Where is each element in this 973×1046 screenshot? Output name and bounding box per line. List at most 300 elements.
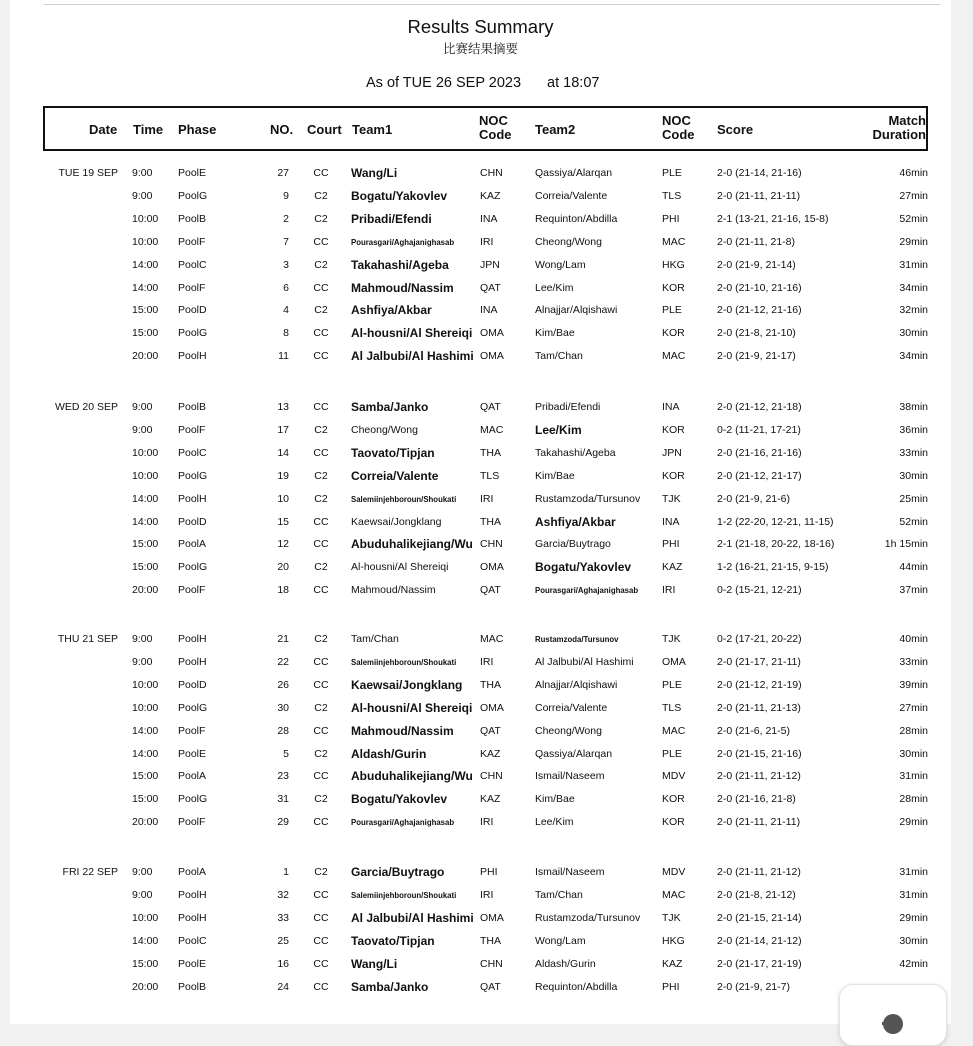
cell-team2: Ismail/Naseem bbox=[535, 866, 605, 878]
cell-noc2: OMA bbox=[662, 655, 686, 668]
cell-match-no: 4 bbox=[283, 304, 289, 317]
cell-court: CC bbox=[313, 281, 329, 294]
cell-court: CC bbox=[313, 584, 329, 597]
cell-noc2: PLE bbox=[662, 167, 682, 179]
cell-phase: PoolB bbox=[178, 980, 207, 993]
header-date: Date bbox=[89, 122, 118, 137]
cell-phase: PoolH bbox=[178, 350, 207, 363]
cell-time: 9:00 bbox=[132, 655, 153, 668]
cell-team2: Pribadi/Efendi bbox=[535, 401, 601, 413]
cell-noc1: OMA bbox=[480, 911, 504, 924]
cell-noc2: PHI bbox=[662, 212, 680, 225]
table-row bbox=[10, 674, 951, 697]
cell-court: CC bbox=[313, 446, 329, 459]
cell-team2: Wong/Lam bbox=[535, 258, 586, 271]
cell-court: C2 bbox=[314, 793, 328, 806]
table-row bbox=[10, 162, 951, 185]
header-phase: Phase bbox=[178, 122, 217, 137]
cell-court: CC bbox=[313, 655, 329, 668]
cell-court: C2 bbox=[314, 258, 328, 271]
cell-team1: Samba/Janko bbox=[351, 979, 429, 994]
cell-team1: Wang/Li bbox=[351, 956, 398, 971]
cell-team2: Lee/Kim bbox=[535, 281, 574, 294]
cell-duration: 34min bbox=[899, 350, 928, 363]
cell-score: 2-0 (21-16, 21-16) bbox=[717, 446, 802, 459]
cell-phase: PoolF bbox=[178, 235, 206, 248]
table-row bbox=[10, 579, 951, 602]
cell-noc1: IRI bbox=[480, 235, 494, 248]
cell-court: CC bbox=[313, 816, 329, 829]
cell-phase: PoolG bbox=[178, 793, 208, 806]
cell-court: CC bbox=[313, 235, 329, 248]
cell-team2: Tam/Chan bbox=[535, 350, 583, 363]
cell-noc1: OMA bbox=[480, 350, 504, 363]
cell-duration: 27min bbox=[899, 701, 928, 714]
cell-match-no: 2 bbox=[283, 212, 289, 225]
cell-phase: PoolG bbox=[178, 327, 208, 340]
cell-noc1: QAT bbox=[480, 401, 501, 413]
cell-duration: 46min bbox=[899, 167, 928, 179]
cell-team1: Pourasgari/Aghajanighasab bbox=[351, 237, 455, 247]
cell-time: 9:00 bbox=[132, 189, 153, 202]
cell-score: 2-0 (21-10, 21-16) bbox=[717, 281, 802, 294]
cell-team1: Al-housni/Al Shereiqi bbox=[351, 700, 473, 715]
header-noc2: NOC Code bbox=[662, 113, 695, 142]
cell-noc1: THA bbox=[480, 446, 501, 459]
table-row bbox=[10, 185, 951, 208]
cell-court: C2 bbox=[314, 304, 328, 317]
cell-time: 10:00 bbox=[132, 212, 159, 225]
cell-noc1: IRI bbox=[480, 816, 494, 829]
cell-duration: 31min bbox=[899, 770, 928, 783]
cell-match-no: 14 bbox=[277, 446, 289, 459]
cell-noc2: INA bbox=[662, 515, 680, 528]
cell-match-no: 25 bbox=[277, 934, 289, 947]
cell-time: 14:00 bbox=[132, 747, 159, 760]
cell-duration: 30min bbox=[899, 327, 928, 340]
cell-score: 2-0 (21-14, 21-12) bbox=[717, 934, 802, 947]
cell-score: 2-0 (21-15, 21-16) bbox=[717, 747, 802, 760]
cell-noc1: CHN bbox=[480, 957, 503, 970]
cell-duration: 27min bbox=[899, 189, 928, 202]
cell-match-no: 8 bbox=[283, 327, 289, 340]
cell-duration: 1h 15min bbox=[884, 538, 928, 551]
cell-match-no: 33 bbox=[277, 911, 289, 924]
cell-duration: 31min bbox=[899, 866, 928, 878]
cell-time: 14:00 bbox=[132, 724, 159, 737]
cell-court: C2 bbox=[314, 561, 328, 574]
cell-match-no: 9 bbox=[283, 189, 289, 202]
cell-score: 2-0 (21-12, 21-18) bbox=[717, 401, 802, 413]
table-row bbox=[10, 884, 951, 907]
cell-phase: PoolB bbox=[178, 212, 207, 225]
cell-phase: PoolG bbox=[178, 189, 208, 202]
cell-time: 10:00 bbox=[132, 911, 159, 924]
cell-phase: PoolH bbox=[178, 633, 207, 645]
cell-match-no: 16 bbox=[277, 957, 289, 970]
page-title: Results Summary bbox=[407, 16, 554, 37]
cell-phase: PoolE bbox=[178, 957, 207, 970]
cell-court: CC bbox=[313, 934, 329, 947]
cell-duration: 29min bbox=[899, 911, 928, 924]
cell-duration: 30min bbox=[899, 934, 928, 947]
cell-noc2: PLE bbox=[662, 304, 682, 317]
cell-noc1: MAC bbox=[480, 633, 504, 645]
cell-noc1: IRI bbox=[480, 655, 494, 668]
cell-date: WED 20 SEP bbox=[54, 401, 118, 413]
cell-noc1: QAT bbox=[480, 980, 501, 993]
cell-match-no: 1 bbox=[283, 866, 289, 878]
cell-duration: 42min bbox=[899, 957, 928, 970]
cell-team2: Alnajjar/Alqishawi bbox=[535, 304, 618, 317]
cell-noc2: TJK bbox=[662, 911, 681, 924]
cell-noc1: KAZ bbox=[480, 793, 501, 806]
cell-team1: Garcia/Buytrago bbox=[351, 865, 445, 879]
as-of-date: As of TUE 26 SEP 2023 bbox=[366, 75, 522, 91]
cell-noc1: JPN bbox=[480, 258, 500, 271]
cell-noc1: THA bbox=[480, 515, 501, 528]
cell-team2: Ashfiya/Akbar bbox=[535, 514, 616, 529]
cell-time: 14:00 bbox=[132, 281, 159, 294]
cell-noc2: KOR bbox=[662, 816, 685, 829]
cell-team1: Salemiinjehboroun/Shoukati bbox=[351, 657, 457, 667]
cell-phase: PoolA bbox=[178, 866, 207, 878]
cell-team2: Qassiya/Alarqan bbox=[535, 167, 613, 179]
cell-court: CC bbox=[313, 770, 329, 783]
cell-match-no: 6 bbox=[283, 281, 289, 294]
cell-noc1: TLS bbox=[480, 469, 500, 482]
table-row bbox=[10, 651, 951, 674]
cell-noc2: PLE bbox=[662, 678, 682, 691]
cell-team1: Mahmoud/Nassim bbox=[351, 723, 454, 738]
cell-phase: PoolH bbox=[178, 888, 207, 901]
cell-noc1: THA bbox=[480, 934, 501, 947]
table-row bbox=[10, 811, 951, 834]
cell-team1: Wang/Li bbox=[351, 166, 398, 180]
cell-time: 15:00 bbox=[132, 304, 159, 317]
cell-phase: PoolE bbox=[178, 747, 207, 760]
cell-score: 2-1 (21-18, 20-22, 18-16) bbox=[717, 538, 835, 551]
cell-team1: Salemiinjehboroun/Shoukati bbox=[351, 494, 457, 504]
cell-duration: 30min bbox=[899, 469, 928, 482]
cell-match-no: 32 bbox=[277, 888, 289, 901]
table-row bbox=[10, 556, 951, 579]
table-row bbox=[10, 907, 951, 930]
cell-duration: 37min bbox=[899, 584, 928, 597]
cell-score: 2-0 (21-9, 21-14) bbox=[717, 258, 796, 271]
table-row bbox=[10, 488, 951, 511]
cell-time: 14:00 bbox=[132, 934, 159, 947]
cell-team1: Kaewsai/Jongklang bbox=[351, 515, 442, 528]
cell-noc2: TJK bbox=[662, 492, 681, 505]
cell-noc1: CHN bbox=[480, 538, 503, 551]
cell-team1: Mahmoud/Nassim bbox=[351, 280, 454, 295]
cell-team1: Abuduhalikejiang/Wu bbox=[351, 769, 473, 784]
cell-noc1: MAC bbox=[480, 423, 504, 436]
table-row bbox=[10, 930, 951, 953]
cell-time: 9:00 bbox=[132, 866, 153, 878]
cell-duration: 32min bbox=[899, 304, 928, 317]
cell-score: 2-0 (21-8, 21-12) bbox=[717, 888, 796, 901]
cell-court: CC bbox=[313, 911, 329, 924]
cell-match-no: 11 bbox=[278, 350, 289, 363]
cell-duration: 52min bbox=[899, 212, 928, 225]
cell-noc2: MAC bbox=[662, 235, 686, 248]
cell-match-no: 28 bbox=[277, 724, 289, 737]
cell-date: FRI 22 SEP bbox=[62, 866, 118, 878]
cell-court: C2 bbox=[314, 423, 328, 436]
header-court: Court bbox=[307, 122, 342, 137]
cell-match-no: 21 bbox=[277, 633, 289, 645]
cell-court: CC bbox=[313, 538, 329, 551]
cell-team2: Rustamzoda/Tursunov bbox=[535, 492, 641, 505]
cell-match-no: 15 bbox=[277, 515, 289, 528]
cell-team1: Mahmoud/Nassim bbox=[351, 584, 436, 597]
cell-phase: PoolA bbox=[178, 538, 207, 551]
cell-court: CC bbox=[313, 678, 329, 691]
cell-match-no: 31 bbox=[277, 793, 289, 806]
cell-score: 2-0 (21-9, 21-7) bbox=[717, 980, 790, 993]
cell-court: CC bbox=[313, 980, 329, 993]
cell-match-no: 19 bbox=[277, 469, 289, 482]
cell-team2: Takahashi/Ageba bbox=[535, 446, 616, 459]
cell-court: C2 bbox=[314, 212, 328, 225]
cell-match-no: 17 bbox=[277, 423, 289, 436]
table-row bbox=[10, 743, 951, 766]
cell-team1: Tam/Chan bbox=[351, 633, 399, 645]
cell-duration: 33min bbox=[899, 446, 928, 459]
cell-time: 20:00 bbox=[132, 350, 159, 363]
cell-team1: Ashfiya/Akbar bbox=[351, 303, 432, 318]
cell-court: C2 bbox=[314, 492, 328, 505]
table-row bbox=[10, 208, 951, 231]
cell-court: CC bbox=[313, 327, 329, 340]
cell-duration: 31min bbox=[899, 888, 928, 901]
cell-match-no: 12 bbox=[277, 538, 289, 551]
table-row bbox=[10, 442, 951, 465]
cell-noc1: THA bbox=[480, 678, 501, 691]
cell-time: 10:00 bbox=[132, 701, 159, 714]
cell-team2: Aldash/Gurin bbox=[535, 957, 596, 970]
cell-score: 2-0 (21-9, 21-17) bbox=[717, 350, 796, 363]
cell-time: 15:00 bbox=[132, 770, 159, 783]
cell-phase: PoolF bbox=[178, 423, 206, 436]
table-row bbox=[10, 299, 951, 322]
cell-phase: PoolB bbox=[178, 401, 207, 413]
cell-match-no: 3 bbox=[283, 258, 289, 271]
cell-noc2: TLS bbox=[662, 189, 682, 202]
cell-phase: PoolD bbox=[178, 304, 207, 317]
cell-noc2: KOR bbox=[662, 469, 685, 482]
cell-phase: PoolG bbox=[178, 469, 208, 482]
cell-team2: Ismail/Naseem bbox=[535, 770, 605, 783]
table-row bbox=[10, 976, 951, 999]
cell-noc1: CHN bbox=[480, 167, 503, 179]
cell-time: 15:00 bbox=[132, 327, 159, 340]
table-header bbox=[43, 106, 928, 151]
cell-noc2: KOR bbox=[662, 327, 685, 340]
cell-team1: Samba/Janko bbox=[351, 400, 429, 414]
cell-match-no: 18 bbox=[277, 584, 289, 597]
cell-score: 2-0 (21-8, 21-10) bbox=[717, 327, 796, 340]
cell-duration: 44min bbox=[899, 561, 928, 574]
cell-noc2: HKG bbox=[662, 258, 685, 271]
cell-match-no: 20 bbox=[277, 561, 289, 574]
cell-court: C2 bbox=[314, 747, 328, 760]
cell-team1: Pourasgari/Aghajanighasab bbox=[351, 818, 455, 828]
cell-time: 20:00 bbox=[132, 584, 159, 597]
cell-time: 15:00 bbox=[132, 957, 159, 970]
cell-time: 15:00 bbox=[132, 538, 159, 551]
cell-score: 2-0 (21-12, 21-16) bbox=[717, 304, 802, 317]
table-row bbox=[10, 419, 951, 442]
table-row bbox=[10, 533, 951, 556]
cell-date: TUE 19 SEP bbox=[58, 167, 118, 179]
cell-team2: Al Jalbubi/Al Hashimi bbox=[535, 655, 634, 668]
cell-score: 2-0 (21-6, 21-5) bbox=[717, 724, 790, 737]
header-noc1: NOC Code bbox=[479, 113, 512, 142]
cell-date: THU 21 SEP bbox=[57, 633, 118, 645]
cell-court: CC bbox=[313, 401, 329, 413]
cell-team2: Kim/Bae bbox=[535, 469, 575, 482]
cell-score: 0-2 (15-21, 12-21) bbox=[717, 584, 802, 597]
cell-court: CC bbox=[313, 724, 329, 737]
cell-time: 9:00 bbox=[132, 888, 153, 901]
cell-match-no: 27 bbox=[277, 167, 289, 179]
cell-team2: Lee/Kim bbox=[535, 422, 582, 437]
cell-team1: Al Jalbubi/Al Hashimi bbox=[351, 910, 474, 925]
cell-match-no: 5 bbox=[283, 747, 289, 760]
cell-noc2: PHI bbox=[662, 538, 680, 551]
cell-noc1: OMA bbox=[480, 561, 504, 574]
cell-noc2: KAZ bbox=[662, 957, 683, 970]
cell-team1: Aldash/Gurin bbox=[351, 746, 427, 761]
cell-duration: 25min bbox=[899, 492, 928, 505]
header-score: Score bbox=[717, 122, 754, 137]
cell-team1: Taovato/Tipjan bbox=[351, 445, 435, 460]
cell-noc1: KAZ bbox=[480, 747, 501, 760]
cell-time: 14:00 bbox=[132, 515, 159, 528]
cell-score: 2-1 (13-21, 21-16, 15-8) bbox=[717, 212, 829, 225]
cell-match-no: 23 bbox=[277, 770, 289, 783]
as-of-line bbox=[366, 75, 599, 91]
cell-noc1: QAT bbox=[480, 281, 501, 294]
cell-noc2: PHI bbox=[662, 980, 680, 993]
cell-time: 14:00 bbox=[132, 258, 159, 271]
cell-noc2: IRI bbox=[662, 584, 676, 597]
top-rule bbox=[44, 4, 940, 5]
cell-team2: Kim/Bae bbox=[535, 793, 575, 806]
cell-court: CC bbox=[313, 888, 329, 901]
cell-noc1: INA bbox=[480, 304, 498, 317]
cell-time: 9:00 bbox=[132, 633, 153, 645]
cell-duration: 28min bbox=[899, 793, 928, 806]
cell-noc2: MDV bbox=[662, 770, 686, 783]
cell-team2: Kim/Bae bbox=[535, 327, 575, 340]
cell-team1: Al-housni/Al Shereiqi bbox=[351, 561, 449, 574]
header-team2: Team2 bbox=[535, 122, 576, 137]
cell-court: CC bbox=[313, 515, 329, 528]
cell-noc2: MDV bbox=[662, 866, 686, 878]
cell-match-no: 30 bbox=[277, 701, 289, 714]
cell-team1: Taovato/Tipjan bbox=[351, 933, 435, 948]
cell-duration: 39min bbox=[899, 678, 928, 691]
cell-court: CC bbox=[313, 167, 329, 179]
cell-team2: Requinton/Abdilla bbox=[535, 980, 618, 993]
cell-noc2: KOR bbox=[662, 793, 685, 806]
cell-score: 2-0 (21-17, 21-19) bbox=[717, 957, 802, 970]
cell-phase: PoolF bbox=[178, 584, 206, 597]
cell-noc1: KAZ bbox=[480, 189, 501, 202]
cell-score: 2-0 (21-11, 21-11) bbox=[717, 189, 801, 202]
cell-time: 20:00 bbox=[132, 980, 159, 993]
cell-time: 10:00 bbox=[132, 469, 159, 482]
cell-phase: PoolD bbox=[178, 515, 207, 528]
cell-time: 10:00 bbox=[132, 446, 159, 459]
table-row bbox=[10, 628, 951, 651]
cell-time: 14:00 bbox=[132, 492, 159, 505]
cell-team2: Rustamzoda/Tursunov bbox=[535, 635, 619, 644]
header-duration: Match Duration bbox=[872, 113, 926, 142]
table-row bbox=[10, 322, 951, 345]
cell-duration: 38min bbox=[899, 401, 928, 413]
cell-team1: Bogatu/Yakovlev bbox=[351, 792, 448, 807]
cell-team2: Tam/Chan bbox=[535, 888, 583, 901]
cell-score: 2-0 (21-11, 21-12) bbox=[717, 770, 801, 783]
cell-team1: Bogatu/Yakovlev bbox=[351, 188, 448, 203]
cell-score: 2-0 (21-12, 21-19) bbox=[717, 678, 802, 691]
cell-phase: PoolF bbox=[178, 281, 206, 294]
cell-team1: Abuduhalikejiang/Wu bbox=[351, 537, 473, 552]
cell-team2: Alnajjar/Alqishawi bbox=[535, 678, 618, 691]
cell-phase: PoolD bbox=[178, 678, 207, 691]
table-row bbox=[10, 765, 951, 788]
table-row bbox=[10, 697, 951, 720]
table-row bbox=[10, 465, 951, 488]
results-document bbox=[10, 0, 951, 1024]
cell-team1: Correia/Valente bbox=[351, 468, 439, 483]
cell-court: CC bbox=[313, 350, 329, 363]
table-row bbox=[10, 277, 951, 300]
cell-team2: Rustamzoda/Tursunov bbox=[535, 911, 641, 924]
cell-noc1: OMA bbox=[480, 327, 504, 340]
cell-noc2: TLS bbox=[662, 701, 682, 714]
cell-phase: PoolG bbox=[178, 561, 208, 574]
cell-team2: Cheong/Wong bbox=[535, 724, 602, 737]
cell-time: 9:00 bbox=[132, 423, 153, 436]
cell-noc2: TJK bbox=[662, 633, 681, 645]
cell-noc2: MAC bbox=[662, 350, 686, 363]
cell-score: 2-0 (21-11, 21-13) bbox=[717, 701, 801, 714]
table-row bbox=[10, 720, 951, 743]
page-subtitle: 比赛结果摘要 bbox=[442, 41, 518, 56]
cell-duration: 31min bbox=[899, 258, 928, 271]
cell-noc1: OMA bbox=[480, 701, 504, 714]
cell-time: 15:00 bbox=[132, 793, 159, 806]
cell-duration: 34min bbox=[899, 281, 928, 294]
cell-duration: 29min bbox=[899, 816, 928, 829]
cell-team1: Salemiinjehboroun/Shoukati bbox=[351, 890, 457, 900]
cell-team2: Correia/Valente bbox=[535, 189, 608, 202]
floating-action-button[interactable] bbox=[839, 984, 947, 1046]
cell-noc2: PLE bbox=[662, 747, 682, 760]
cell-team2: Correia/Valente bbox=[535, 701, 608, 714]
cell-team2: Requinton/Abdilla bbox=[535, 212, 618, 225]
cell-noc2: HKG bbox=[662, 934, 685, 947]
cell-noc1: INA bbox=[480, 212, 498, 225]
cell-duration: 33min bbox=[899, 655, 928, 668]
cell-duration: 28min bbox=[899, 724, 928, 737]
